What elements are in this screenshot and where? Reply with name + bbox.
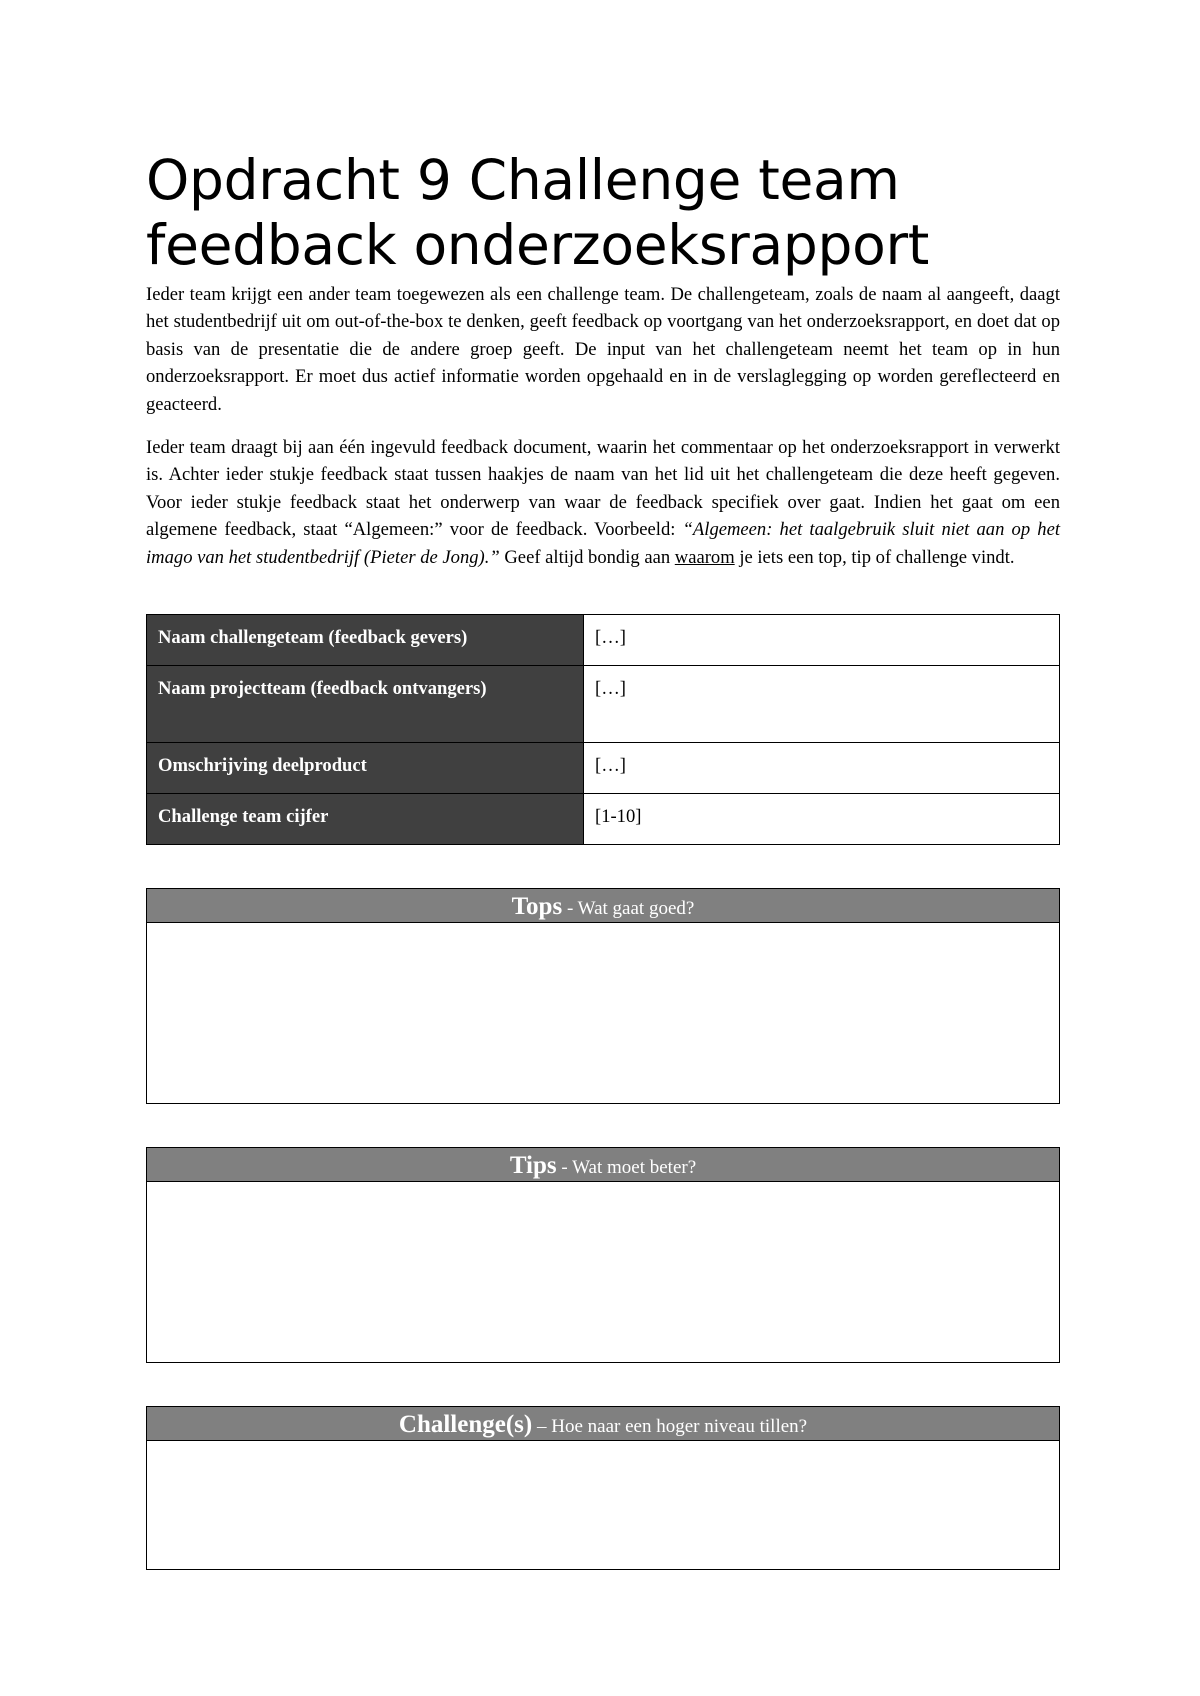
table-row <box>147 615 1060 666</box>
instructions-paragraph <box>146 434 1060 571</box>
cijfer-value[interactable]: [1-10] <box>584 794 1060 845</box>
instructions-text-1: Ieder team draagt bij aan één ingevuld feedback document, waarin het commentaar op het onderzoeksrapport in verwerkt is. Achter ieder stukje feedback staat tussen haakjes de naam van het lid uit het challengeteam die deze heeft gegeven. Voor ieder stukje feedback staat het onderwerp van waar de feedback specifiek over gaat. Indien het gaat om een algemene feedback, staat “Algemeen:” voor de feedback. Voorbeeld: <box>146 437 1060 541</box>
deelproduct-value[interactable]: […] <box>584 743 1060 794</box>
tips-subheading: - Wat moet beter? <box>556 1157 697 1178</box>
tops-input-area[interactable] <box>147 923 1059 1103</box>
info-table <box>146 614 1060 845</box>
instructions-text-2: Geef altijd bondig aan <box>499 546 675 568</box>
challengeteam-label: Naam challengeteam (feedback gevers) <box>147 615 584 666</box>
intro-paragraph: Ieder team krijgt een ander team toegewezen als een challenge team. De challengeteam, zoals de naam al aangeeft, daagt het studentbedrijf uit om out-of-the-box te denken, geeft feedback op voortgang van het onderzoeksrapport, en doet dat op basis van de presentatie die de andere groep geeft. De input van het challengeteam neemt het team op in hun onderzoeksrapport. Er moet dus actief informatie worden opgehaald en in de verslaglegging op worden gereflecteerd en geacteerd. <box>146 284 1060 415</box>
tips-heading: Tips <box>509 1152 557 1179</box>
challenges-heading: Challenge(s) <box>398 1411 533 1438</box>
challenges-header <box>147 1407 1059 1441</box>
table-row <box>147 794 1060 845</box>
tips-input-area[interactable] <box>147 1182 1059 1362</box>
document-title: Opdracht 9 Challenge team feedback onderzoeksrapport <box>146 148 930 277</box>
challenges-section <box>146 1406 1060 1570</box>
tops-section <box>146 888 1060 1104</box>
tops-header <box>147 889 1059 923</box>
tips-header <box>147 1148 1059 1182</box>
tops-subheading: - Wat gaat goed? <box>562 898 695 919</box>
emphasis-word: waarom <box>674 546 735 568</box>
feedback-example: “Algemeen: het taalgebruik sluit niet aan op het imago van het studentbedrijf (Pieter de Jong).” <box>146 519 1060 568</box>
cijfer-label: Challenge team cijfer <box>147 794 584 845</box>
challenges-input-area[interactable] <box>147 1441 1059 1569</box>
deelproduct-label: Omschrijving deelproduct <box>147 743 584 794</box>
challengeteam-value[interactable]: […] <box>584 615 1060 666</box>
instructions-text-3: je iets een top, tip of challenge vindt. <box>734 546 1015 568</box>
table-row <box>147 743 1060 794</box>
tips-section <box>146 1147 1060 1363</box>
projectteam-value[interactable]: […] <box>584 666 1060 743</box>
tops-heading: Tops <box>511 893 563 920</box>
table-row <box>147 666 1060 743</box>
challenges-subheading: – Hoe naar een hoger niveau tillen? <box>532 1416 808 1437</box>
projectteam-label: Naam projectteam (feedback ontvangers) <box>147 666 584 743</box>
